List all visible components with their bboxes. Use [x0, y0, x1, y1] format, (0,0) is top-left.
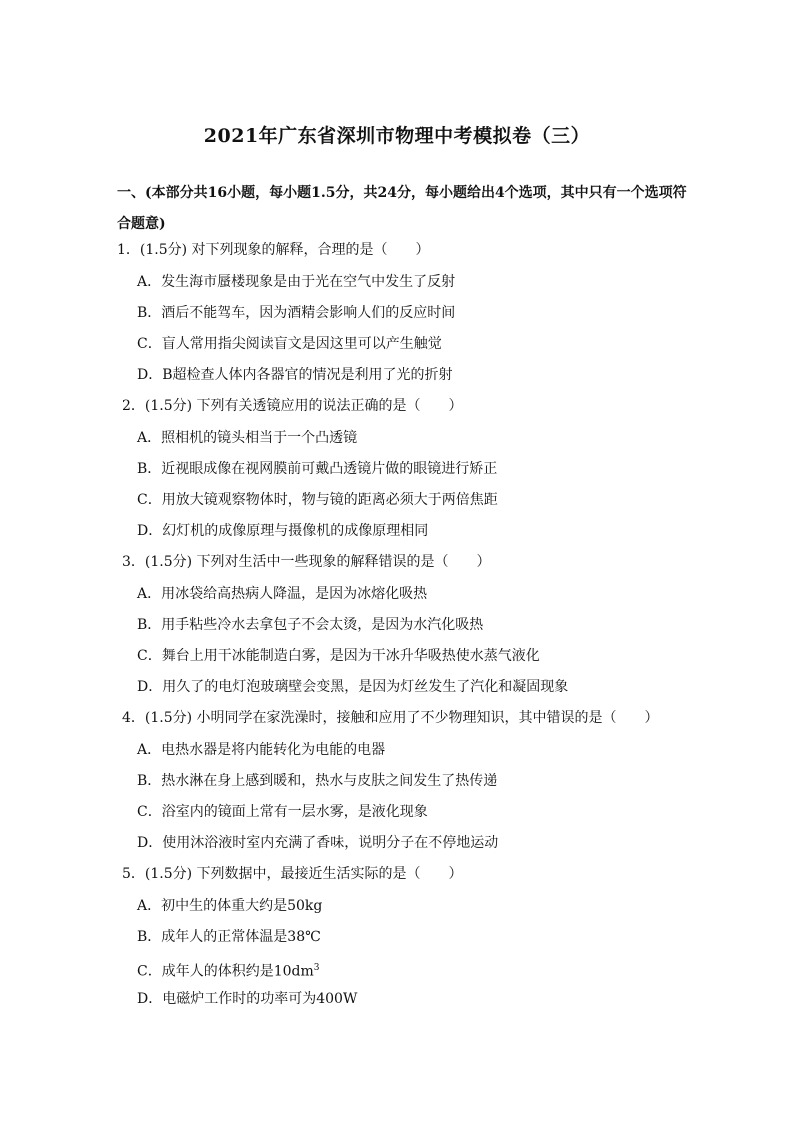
question-3-option-d: D．用久了的电灯泡玻璃壁会变黑，是因为灯丝发生了汽化和凝固现象	[137, 679, 569, 695]
question-5-option-d: D．电磁炉工作时的功率可为400W	[137, 991, 358, 1007]
page-title: 2021年广东省深圳市物理中考模拟卷（三）	[203, 125, 591, 147]
section-heading: 一、(本部分共16小题，每小题1.5分，共24分，每小题给出4个选项，其中只有一个选项符合题意)	[117, 185, 687, 232]
question-3-option-b: B．用手粘些冷水去拿包子不会太烫，是因为水汽化吸热	[137, 617, 484, 633]
question-3-option-a: A．用冰袋给高热病人降温，是因为冰熔化吸热	[137, 586, 428, 602]
question-5-option-c-text: C．成年人的体积约是10dm	[137, 963, 314, 980]
question-2-stem: 2．(1.5分) 下列有关透镜应用的说法正确的是（ ）	[122, 398, 463, 414]
question-5-option-a: A．初中生的体重大约是50kg	[137, 898, 323, 914]
question-1-option-a: A．发生海市蜃楼现象是由于光在空气中发生了反射	[137, 274, 456, 290]
question-1-option-d: D．B超检查人体内各器官的情况是利用了光的折射	[137, 367, 453, 383]
question-4-option-a: A．电热水器是将内能转化为电能的电器	[137, 742, 386, 758]
superscript-exponent: 3	[313, 963, 320, 973]
question-2-option-b: B．近视眼成像在视网膜前可戴凸透镜片做的眼镜进行矫正	[137, 461, 498, 477]
question-3-option-c: C．舞台上用干冰能制造白雾，是因为干冰升华吸热使水蒸气液化	[137, 648, 540, 664]
question-5-option-b: B．成年人的正常体温是38℃	[137, 929, 321, 945]
question-5-option-c	[137, 958, 320, 982]
question-4-option-b: B．热水淋在身上感到暖和，热水与皮肤之间发生了热传递	[137, 773, 498, 789]
question-4-stem: 4．(1.5分) 小明同学在家洗澡时，接触和应用了不少物理知识，其中错误的是（ ）	[122, 710, 659, 726]
question-4-option-c: C．浴室内的镜面上常有一层水雾，是液化现象	[137, 804, 428, 820]
question-1-stem: 1．(1.5分) 对下列现象的解释，合理的是（ ）	[117, 242, 430, 258]
question-4-option-d: D．使用沐浴液时室内充满了香味，说明分子在不停地运动	[137, 835, 499, 851]
question-5-stem: 5．(1.5分) 下列数据中，最接近生活实际的是（ ）	[122, 866, 463, 882]
question-1-option-b: B．酒后不能驾车，因为酒精会影响人们的反应时间	[137, 305, 456, 321]
question-2-option-d: D．幻灯机的成像原理与摄像机的成像原理相同	[137, 523, 429, 539]
question-2-option-a: A．照相机的镜头相当于一个凸透镜	[137, 430, 358, 446]
question-2-option-c: C．用放大镜观察物体时，物与镜的距离必须大于两倍焦距	[137, 492, 498, 508]
question-3-stem: 3．(1.5分) 下列对生活中一些现象的解释错误的是（ ）	[122, 554, 491, 570]
question-1-option-c: C．盲人常用指尖阅读盲文是因这里可以产生触觉	[137, 336, 442, 352]
